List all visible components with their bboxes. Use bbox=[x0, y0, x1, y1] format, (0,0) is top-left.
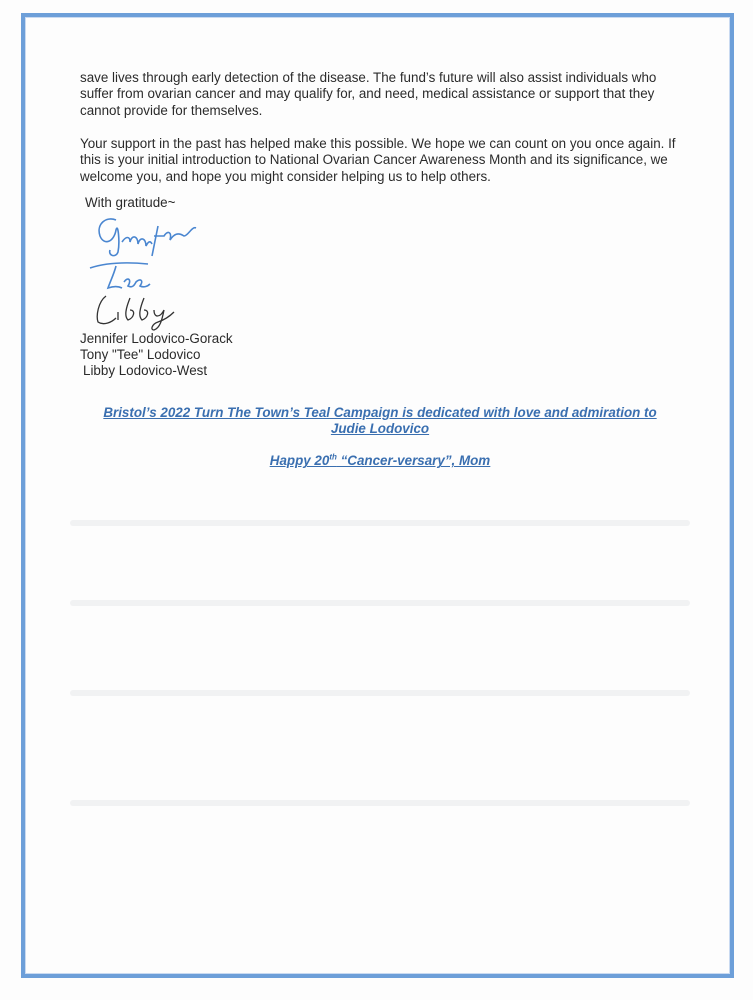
signer-name: Tony "Tee" Lodovico bbox=[80, 346, 201, 362]
signer-name: Libby Lodovico-West bbox=[83, 362, 208, 378]
anniversary-line: Happy 20th “Cancer-versary”, Mom bbox=[269, 453, 491, 469]
bleed-through bbox=[70, 600, 690, 606]
bleed-through bbox=[70, 520, 690, 526]
signature-jennifer bbox=[88, 212, 208, 262]
signature-tee bbox=[88, 258, 168, 292]
letter-paragraph: save lives through early detection of the disease. The fund’s future will also assist individuals who suffer from ovarian cancer and may qualify for, and need, medical assistance or support that they cannot provide for themselves. bbox=[80, 70, 657, 118]
letter-paragraph: Your support in the past has helped make this possible. We hope we can count on you once again. If this is your initial introduction to National Ovarian Cancer Awareness Month and its significance, we welcome you, and hope you might consider helping us to help others. bbox=[80, 136, 676, 184]
signer-names bbox=[80, 331, 233, 378]
dedication-line: Bristol’s 2022 Turn The Town’s Teal Campaign is dedicated with love and admiration to Judie Lodovico bbox=[103, 405, 657, 436]
bleed-through bbox=[70, 800, 690, 806]
bleed-through bbox=[70, 690, 690, 696]
closing: With gratitude~ bbox=[85, 195, 176, 210]
signer-name: Jennifer Lodovico-Gorack bbox=[80, 331, 233, 346]
signature-libby bbox=[88, 292, 188, 332]
